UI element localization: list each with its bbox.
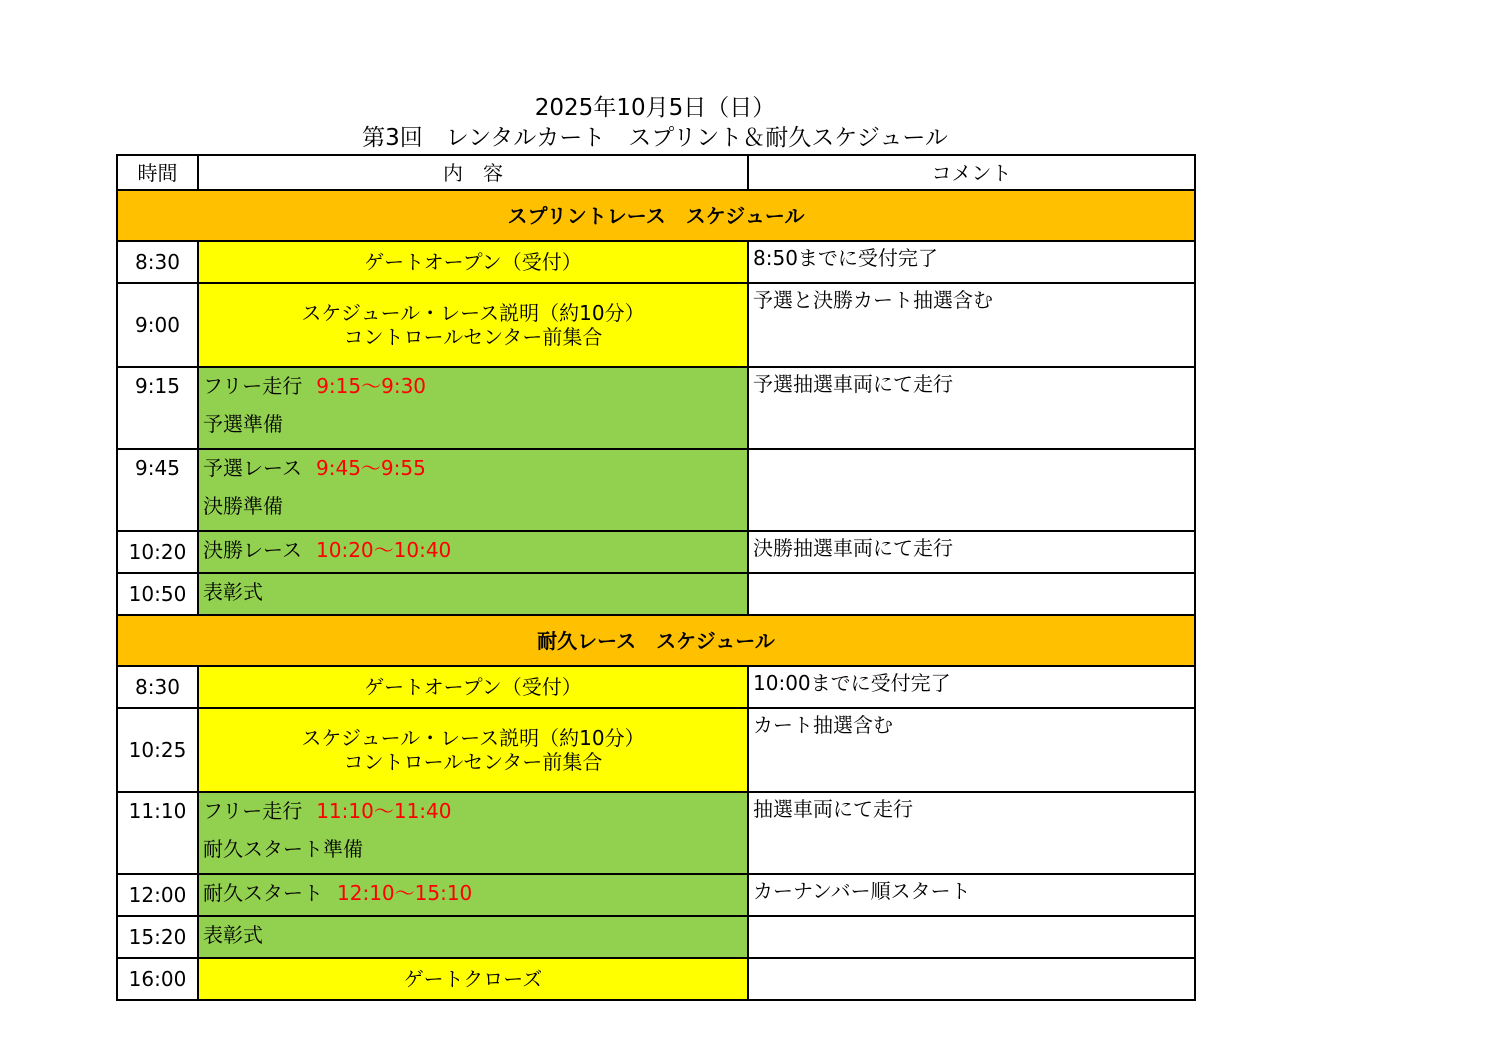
row-content: [198, 449, 748, 531]
row-content: [198, 367, 748, 449]
table-row: [117, 367, 1195, 449]
content-line-2: コントロールセンター前集合: [343, 750, 603, 774]
row-time: 15:20: [117, 916, 198, 958]
time-range: 9:45～9:55: [316, 456, 426, 480]
row-time: 8:30: [117, 666, 198, 708]
row-content: [198, 916, 748, 958]
row-content: ゲートクローズ: [198, 958, 748, 1000]
schedule-table: [116, 154, 1196, 1001]
row-comment: [748, 958, 1195, 1000]
activity-label: 決勝レース: [203, 538, 302, 562]
row-comment: 予選抽選車両にて走行: [748, 367, 1195, 449]
row-content: [198, 874, 748, 916]
table-row: [117, 708, 1195, 792]
row-comment: カート抽選含む: [748, 708, 1195, 792]
activity-label: 耐久スタート: [203, 881, 323, 905]
content-line-2: コントロールセンター前集合: [343, 325, 603, 349]
row-content: [198, 531, 748, 573]
section-title-sprint: スプリントレース スケジュール: [117, 190, 1195, 241]
row-time: 16:00: [117, 958, 198, 1000]
time-range: 12:10～15:10: [337, 881, 473, 905]
activity-label: 表彰式: [203, 923, 263, 947]
activity-label: フリー走行: [203, 799, 303, 823]
activity-line-2: 予選準備: [203, 412, 283, 436]
table-header-row: [117, 155, 1195, 190]
row-comment: [748, 916, 1195, 958]
content-line-1: スケジュール・レース説明（約10分）: [301, 726, 645, 750]
table-row: [117, 283, 1195, 367]
row-comment: 8:50までに受付完了: [748, 241, 1195, 283]
time-range: 9:15～9:30: [316, 374, 427, 398]
table-row: [117, 874, 1195, 916]
table-row: [117, 666, 1195, 708]
table-row: [117, 916, 1195, 958]
row-time: 9:00: [117, 283, 198, 367]
row-content: [198, 573, 748, 615]
row-time: 10:50: [117, 573, 198, 615]
title-date: 2025年10月5日（日）: [534, 95, 776, 121]
section-header-endurance: [117, 615, 1195, 666]
row-content: [198, 792, 748, 874]
table-row: [117, 792, 1195, 874]
title-event: 第3回 レンタルカート スプリント＆耐久スケジュール: [362, 125, 948, 151]
header-time: 時間: [117, 155, 198, 190]
row-time: 10:25: [117, 708, 198, 792]
row-time: 10:20: [117, 531, 198, 573]
row-time: 12:00: [117, 874, 198, 916]
row-comment: カーナンバー順スタート: [748, 874, 1195, 916]
row-content: [198, 708, 748, 792]
row-comment: 決勝抽選車両にて走行: [748, 531, 1195, 573]
time-range: 11:10～11:40: [316, 799, 452, 823]
row-content: ゲートオープン（受付）: [198, 241, 748, 283]
time-range: 10:20～10:40: [316, 538, 452, 562]
table-row: [117, 449, 1195, 531]
row-comment: 抽選車両にて走行: [748, 792, 1195, 874]
row-comment: [748, 573, 1195, 615]
row-time: 9:15: [117, 367, 198, 449]
section-title-endurance: 耐久レース スケジュール: [117, 615, 1195, 666]
row-comment: [748, 449, 1195, 531]
header-content: 内 容: [198, 155, 748, 190]
row-content: ゲートオープン（受付）: [198, 666, 748, 708]
row-comment: 10:00までに受付完了: [748, 666, 1195, 708]
table-row: [117, 958, 1195, 1000]
activity-label: 表彰式: [203, 580, 263, 604]
header-comment: コメント: [748, 155, 1195, 190]
activity-line-2: 耐久スタート準備: [203, 837, 363, 861]
row-comment: 予選と決勝カート抽選含む: [748, 283, 1195, 367]
section-header-sprint: [117, 190, 1195, 241]
activity-label: 予選レース: [203, 456, 302, 480]
activity-label: フリー走行: [203, 374, 303, 398]
row-time: 9:45: [117, 449, 198, 531]
table-row: [117, 573, 1195, 615]
table-row: [117, 241, 1195, 283]
row-time: 11:10: [117, 792, 198, 874]
row-time: 8:30: [117, 241, 198, 283]
row-content: [198, 283, 748, 367]
table-row: [117, 531, 1195, 573]
activity-line-2: 決勝準備: [203, 494, 283, 518]
content-line-1: スケジュール・レース説明（約10分）: [301, 301, 645, 325]
